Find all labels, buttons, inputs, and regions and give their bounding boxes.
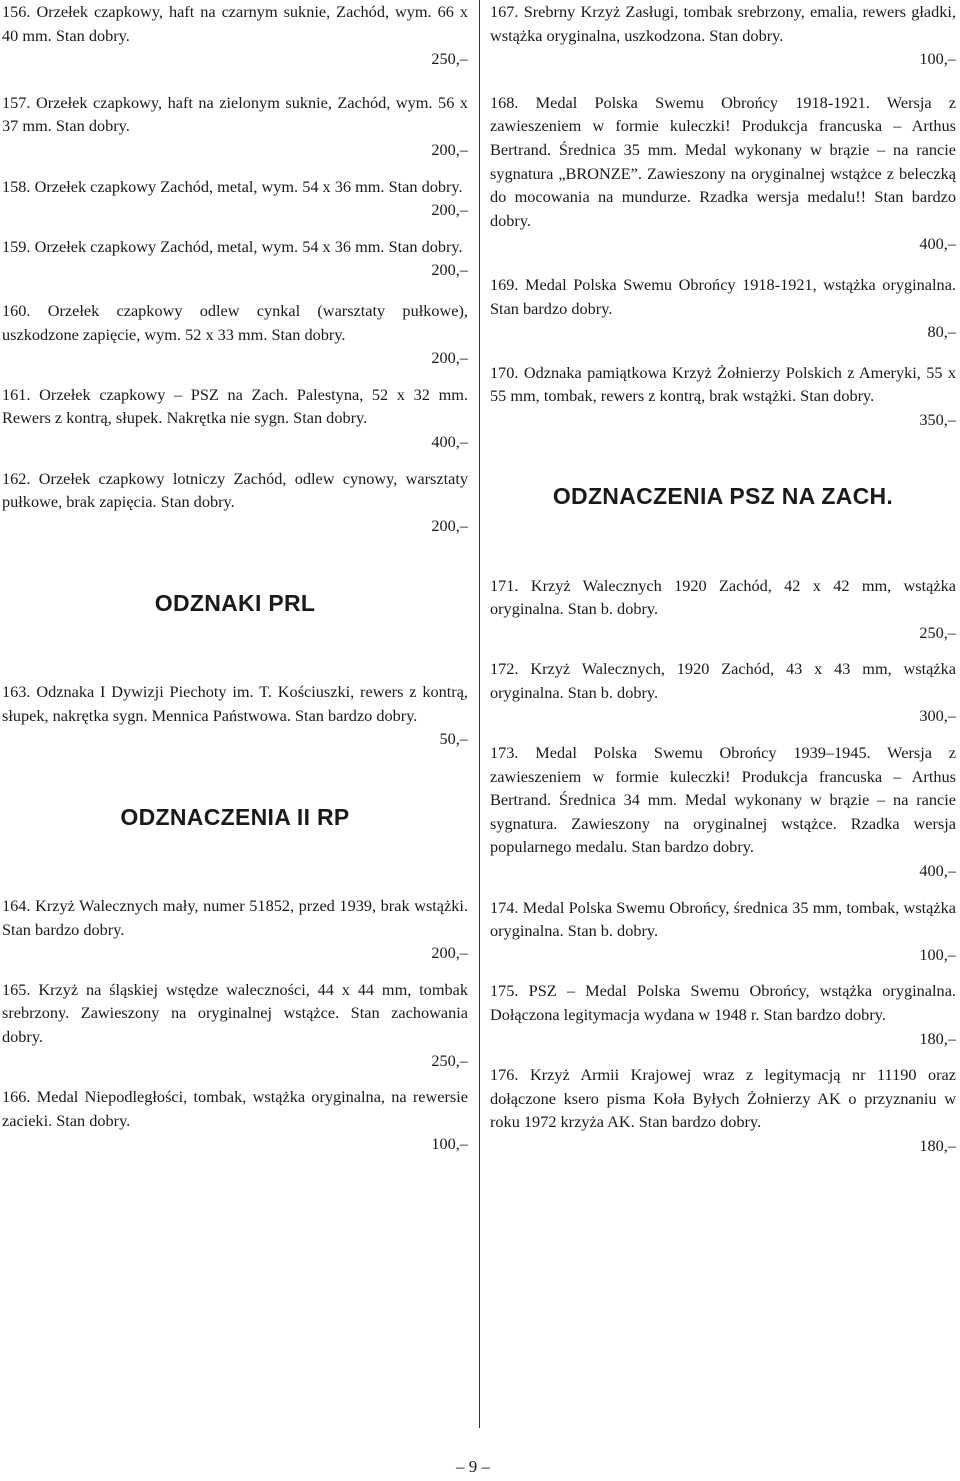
section-heading: ODZNACZENIA PSZ NA ZACH. — [552, 482, 894, 509]
item-price: 100,– — [919, 49, 956, 69]
catalog-item-163 — [2, 680, 468, 751]
item-price: 50,– — [439, 729, 468, 749]
item-description: 166. Medal Niepodległości, tombak, wstążka oryginalna, na rewersie zacieki. Stan dobry. — [2, 1087, 468, 1130]
item-description: 172. Krzyż Walecznych, 1920 Zachód, 43 x 43 mm, wstążka oryginalna. Stan b. dobry. — [490, 659, 956, 702]
page-number: – 9 – — [456, 1457, 490, 1476]
item-description: 176. Krzyż Armii Krajowej wraz z legitymacją nr 11190 oraz dołączone ksero pisma Koła Byłych Żołnierzy AK o przyznaniu w roku 1972 krzyża AK. Stan bardzo dobry. — [490, 1065, 956, 1132]
item-price: 200,– — [431, 348, 468, 368]
item-description: 165. Krzyż na śląskiej wstędze waleczności, 44 x 44 mm, tombak srebrzony. Zawieszony na oryginalnej wstążce. Stan zachowania dobry. — [2, 979, 468, 1047]
item-description: 161. Orzełek czapkowy – PSZ na Zach. Palestyna, 52 x 32 mm. Rewers z kontrą, słupek. Nakrętka nie sygn. Stan dobry. — [2, 384, 468, 428]
catalog-item-158 — [2, 175, 468, 222]
item-description: 173. Medal Polska Swemu Obrońcy 1939–1945. Wersja z zawieszeniem w formie kuleczki! Produkcja francuska – Arthus Bertrand. Średnica 34 mm. Medal wykonany w brązie – na rancie sygnatura. Zawieszony na oryginalnej wstążce. Rzadka wersja popularnego medalu. Stan bardzo dobry. — [490, 743, 956, 857]
catalog-item-159 — [2, 235, 468, 282]
item-price: 200,– — [431, 200, 468, 220]
item-price: 180,– — [919, 1028, 956, 1048]
item-price: 80,– — [927, 322, 956, 342]
item-price: 100,– — [431, 1134, 468, 1154]
item-description: 175. PSZ – Medal Polska Swemu Obrońcy, wstążka oryginalna. Dołączona legitymacja wydana w 1948 r. Stan bardzo dobry. — [490, 981, 956, 1024]
catalog-item-174 — [490, 896, 956, 967]
item-description: 168. Medal Polska Swemu Obrońcy 1918-1921. Wersja z zawieszeniem w formie kuleczki! Produkcja francuska – Arthus Bertrand. Średnica 35 mm. Medal wykonany w brązie – na rancie sygnatura „BRONZE”. Zawieszony na oryginalnej wstążce z beleczką do mocowania na mundurze. Rzadka wersja medalu!! Stan bardzo dobry. — [490, 92, 956, 230]
item-description: 160. Orzełek czapkowy odlew cynkal (warsztaty pułkowe), uszkodzone zapięcie, wym. 52 x 33 mm. Stan dobry. — [2, 300, 468, 344]
item-price: 200,– — [431, 139, 468, 159]
catalog-item-172 — [490, 657, 956, 728]
item-description: 162. Orzełek czapkowy lotniczy Zachód, odlew cynowy, warsztaty pułkowe, brak zapięcia. Stan dobry. — [2, 468, 468, 512]
item-price: 200,– — [431, 515, 468, 535]
item-price: 400,– — [919, 861, 956, 881]
right-column — [490, 0, 960, 1158]
catalog-item-175 — [490, 979, 956, 1050]
catalog-item-162 — [2, 467, 468, 538]
catalog-item-166 — [2, 1085, 468, 1156]
catalog-item-176 — [490, 1063, 956, 1157]
column-divider — [479, 0, 480, 1428]
item-description: 156. Orzełek czapkowy, haft na czarnym suknie, Zachód, wym. 66 x 40 mm. Stan dobry. — [2, 2, 468, 45]
item-description: 159. Orzełek czapkowy Zachód, metal, wym. 54 x 36 mm. Stan dobry. — [2, 236, 463, 256]
catalog-item-171 — [490, 574, 956, 645]
item-price: 300,– — [919, 706, 956, 726]
catalog-item-160 — [2, 299, 468, 370]
catalog-item-170 — [490, 361, 956, 432]
left-column — [0, 0, 468, 1156]
catalog-item-164 — [2, 894, 468, 965]
item-description: 164. Krzyż Walecznych mały, numer 51852, przed 1939, brak wstążki. Stan bardzo dobry. — [2, 896, 468, 939]
item-description: 167. Srebrny Krzyż Zasługi, tombak srebrzony, emalia, rewers gładki, wstążka oryginalna, uszkodzona. Stan dobry. — [490, 2, 956, 45]
catalog-item-156 — [2, 0, 468, 71]
item-description: 171. Krzyż Walecznych 1920 Zachód, 42 x 42 mm, wstążka oryginalna. Stan b. dobry. — [490, 575, 956, 619]
item-price: 250,– — [431, 49, 468, 69]
catalog-item-157 — [2, 91, 468, 162]
catalog-item-165 — [2, 978, 468, 1072]
catalog-item-167 — [490, 0, 956, 71]
section-heading: ODZNACZENIA II RP — [120, 804, 350, 831]
item-description: 163. Odznaka I Dywizji Piechoty im. T. Kościuszki, rewers z kontrą, słupek, nakrętka sygn. Mennica Państwowa. Stan bardzo dobry. — [2, 682, 468, 725]
item-price: 250,– — [919, 622, 956, 642]
item-description: 170. Odznaka pamiątkowa Krzyż Żołnierzy Polskich z Ameryki, 55 x 55 mm, tombak, rewers z kontrą, brak wstążki. Stan dobry. — [490, 362, 956, 406]
catalog-item-173 — [490, 741, 956, 883]
item-price: 200,– — [431, 943, 468, 963]
section-heading: ODZNAKI PRL — [154, 590, 316, 617]
item-description: 169. Medal Polska Swemu Obrońcy 1918-1921, wstążka oryginalna. Stan bardzo dobry. — [490, 274, 956, 318]
catalog-item-168 — [490, 91, 956, 256]
item-price: 200,– — [431, 260, 468, 280]
item-price: 250,– — [431, 1050, 468, 1070]
item-price: 350,– — [919, 409, 956, 429]
item-price: 400,– — [919, 234, 956, 254]
item-price: 100,– — [919, 944, 956, 964]
item-description: 157. Orzełek czapkowy, haft na zielonym suknie, Zachód, wym. 56 x 37 mm. Stan dobry. — [2, 92, 468, 136]
catalog-item-161 — [2, 383, 468, 454]
item-description: 158. Orzełek czapkowy Zachód, metal, wym. 54 x 36 mm. Stan dobry. — [2, 176, 463, 196]
item-price: 180,– — [919, 1135, 956, 1155]
item-price: 400,– — [431, 431, 468, 451]
item-description: 174. Medal Polska Swemu Obrońcy, średnica 35 mm, tombak, wstążka oryginalna. Stan b. dobry. — [490, 897, 956, 941]
catalog-item-169 — [490, 273, 956, 344]
